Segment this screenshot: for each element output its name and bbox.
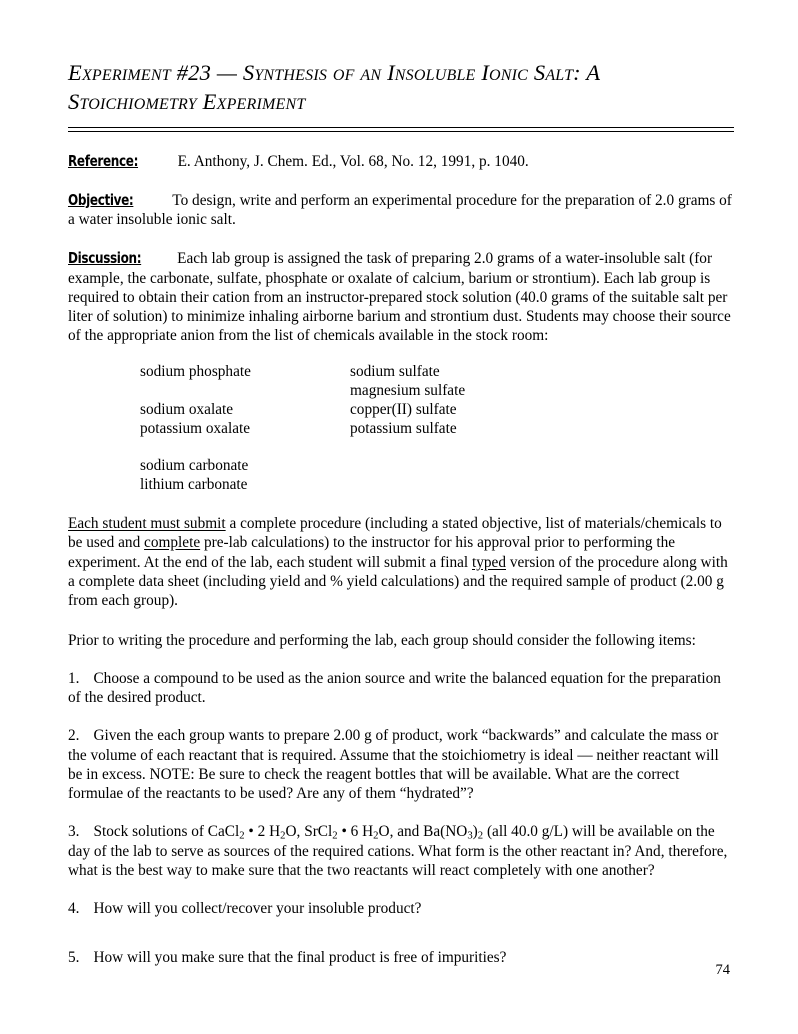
chemical-item: magnesium sulfate [350,381,466,399]
title-divider-rule [68,127,734,132]
item-number: 5. [68,949,80,967]
intro-paragraph: Prior to writing the procedure and performing the lab, each group should consider the following items: [68,631,696,649]
page-title: Experiment #23 — Synthesis of an Insoluble Ionic Salt: A Stoichiometry Experiment [68,60,600,115]
list-item-3 [68,822,734,880]
chemical-item [350,456,610,475]
chemical-group-spacer [140,439,640,456]
formula-subscript: 2 [280,829,286,842]
page-number: 74 [715,962,730,978]
item-text: Given the each group wants to prepare 2.00 g of product, work “backwards” and calculate the mass or the volume of each reactant that is required. Assume that the stoichiometry is ideal — neither reactant will be in excess. NOTE: Be sure to check the reagent bottles that will be available. What are the correct formulae of the reactants to be used? Are any of them “hydrated”? [68,727,719,803]
item-number: 1. [68,669,80,687]
reference-section [68,152,734,171]
chemical-item: sodium sulfate [350,362,440,380]
chemical-item: lithium carbonate [140,475,248,493]
chemical-row [140,362,640,381]
formula-cacl2 [208,823,304,840]
discussion-label: Discussion: [68,249,142,268]
chemical-row [140,456,640,475]
submit-part-3: version of the procedure along with a complete data sheet (including yield and % yield calculations) and the required sample of product (2.00 g from each group). [68,553,728,610]
formula-base: CaCl [207,823,240,841]
formula-srcl2 [304,823,423,840]
chemical-item: sodium oxalate [140,401,234,419]
formula-tail: • 6 H [337,823,374,841]
chemical-item: potassium oxalate [140,420,251,438]
chemical-item [350,475,610,494]
list-item-4 [68,899,734,918]
chemical-row [140,381,640,400]
submit-underlined-lead: Each student must submit [68,515,226,533]
item-prefix: Stock solutions of [93,823,208,841]
formula-subscript: 2 [477,829,484,842]
submit-paragraph [68,514,734,610]
chemical-item: potassium sulfate [350,420,457,438]
chemical-item: sodium phosphate [140,362,251,380]
reference-label: Reference: [68,151,139,170]
list-item-5 [68,948,734,967]
submit-underlined-complete: complete [144,534,201,552]
chemical-row [140,400,640,419]
chemical-item: copper(II) sulfate [350,401,457,419]
submit-part-2: pre-lab calculations) to the instructor for his approval prior to performing the experiment. At the end of the lab, each student will submit a final [68,534,676,571]
formula-mid: ) [472,823,478,841]
item-text: How will you make sure that the final product is free of impurities? [93,949,507,967]
item-number: 4. [68,900,80,918]
formula-subscript: 3 [467,829,473,842]
chemical-row [140,419,640,438]
item-suffix: (all 40.0 g/L) will be available on the day of the lab to serve as sources of the required cations. What form is the other reactant in? And, therefore, what is the best way to make sure that the two reactants will react completely with one another? [68,823,728,879]
list-item-1 [68,669,734,708]
submit-underlined-typed: typed [472,553,506,571]
objective-section [68,191,734,230]
discussion-text: Each lab group is assigned the task of preparing 2.0 grams of a water-insoluble salt (for example, the carbonate, sulfate, phosphate or oxalate of calcium, barium or strontium). Each lab group is required to obtain their cation from an instructor-prepared stock solution (40.0 grams of the suitable salt per liter of solution) to minimize inhaling airborne barium and strontium dust. Students may choose their source of the appropriate anion from the list of chemicals available in the stock room: [68,250,731,345]
item-text: Choose a compound to be used as the anion source and write the balanced equation for the preparation of the desired product. [68,669,721,707]
objective-label: Objective: [68,190,134,209]
discussion-section [68,249,734,345]
formula-subscript: 2 [332,829,338,842]
submit-part-1: a complete procedure (including a stated objective, list of materials/chemicals to be used and [68,515,722,552]
chemical-row [140,475,640,494]
list-item-2 [68,726,734,803]
formula-base: Ba(NO [423,823,468,841]
chemical-list [140,362,640,495]
formula-subscript: 2 [239,829,245,842]
item-number: 3. [68,823,80,841]
formula-subscript: 2 [373,829,379,842]
chemical-item: sodium carbonate [140,456,249,474]
formula-tail: • 2 H [244,823,281,841]
formula-base: SrCl [304,823,333,841]
item-number: 2. [68,727,80,745]
reference-text: E. Anthony, J. Chem. Ed., Vol. 68, No. 12, 1991, p. 1040. [177,152,529,170]
formula-tail: O, and [378,823,424,841]
item-text: How will you collect/recover your insoluble product? [93,900,422,918]
objective-text: To design, write and perform an experimental procedure for the preparation of 2.0 grams of a water insoluble ionic salt. [68,191,732,229]
formula-bano32 [423,823,483,840]
formula-tail: O, [285,823,305,841]
chemical-item [140,381,350,400]
